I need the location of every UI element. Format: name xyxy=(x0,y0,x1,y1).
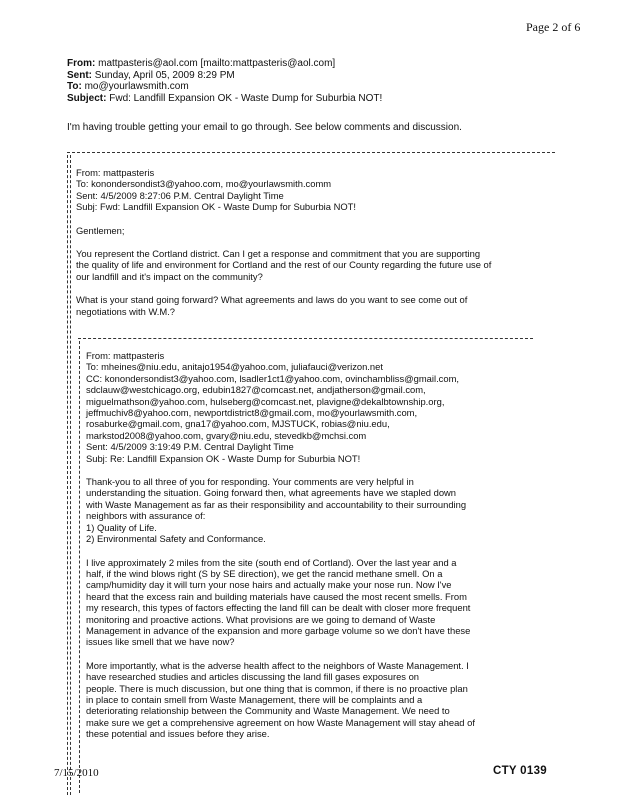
quote-bar-2 xyxy=(79,341,80,793)
msg1-p2-line: negotiations with W.M.? xyxy=(76,305,176,317)
msg2-p3-line: in place to contain smell from Waste Management, there will be complaints and a xyxy=(86,693,423,705)
msg2-p3-line: deteriorating relationship between the Community and Waste Management. We need to xyxy=(86,705,450,717)
msg2-p2-line: heard that the excess rain and building materials have caused the most recent smells. From xyxy=(86,590,467,602)
intro-text: I'm having trouble getting your email to go through. See below comments and discussion. xyxy=(67,122,462,133)
msg2-p2-line: monitoring and proactive actions. What provisions are we going to demand of Waste xyxy=(86,613,436,625)
msg2-p1-line: with Waste Management as far as their responsibility and accountability to their surrounding xyxy=(86,498,467,510)
msg2-p3-line: have researched studies and articles discussing the land fill gases exposures on xyxy=(86,671,420,683)
msg2-p3-line: make sure we get a comprehensive agreement on how Waste Management will stay ahead of xyxy=(86,716,475,728)
header-subject-row xyxy=(67,93,382,105)
msg2-paragraph-3 xyxy=(86,660,475,740)
msg1-header-line: To: konondersondist3@yahoo.com, mo@yourlawsmith.comm xyxy=(76,178,332,190)
sent-label: Sent: xyxy=(67,69,92,81)
list-item: 2) Environmental Safety and Conformance. xyxy=(86,533,266,545)
msg2-p2-line: camp/humidity day it will turn your nose hairs and actually make your nose run. Now I've xyxy=(86,579,452,591)
msg1-p1-line: the quality of life and environment for Cortland and the rest of our County regarding the future use of xyxy=(76,259,492,271)
sent-value: Sunday, April 05, 2009 8:29 PM xyxy=(94,69,235,81)
msg2-paragraph-1 xyxy=(86,476,475,522)
msg1-p1-line: our landfill and it's impact on the community? xyxy=(76,270,263,282)
bates-number: CTY 0139 xyxy=(493,765,547,777)
msg2-header-line: From: mattpasteris xyxy=(86,350,165,361)
email-header xyxy=(67,58,382,104)
msg2-p2-line: I live approximately 2 miles from the site (south end of Cortland). Over the last year and a xyxy=(86,556,457,568)
from-label: From: xyxy=(67,58,96,69)
forwarded-message-2 xyxy=(86,350,475,751)
msg2-p1-line: understanding the situation. Going forward then, what agreements have we stapled down xyxy=(86,487,457,499)
msg2-header-line: jeffmuchiv8@yahoo.com, newportdistrict8@gmail.com, mo@yourlawsmith.com, xyxy=(86,407,418,419)
quote-divider-2 xyxy=(78,338,533,339)
msg2-header-line: rosaburke@gmail.com, gna17@yahoo.com, MJSTUCK, robias@niu.edu, xyxy=(86,418,390,430)
msg1-header-line: Subj: Fwd: Landfill Expansion OK - Waste Dump for Suburbia NOT! xyxy=(76,201,356,213)
msg1-header-line: Sent: 4/5/2009 8:27:06 P.M. Central Daylight Time xyxy=(76,189,284,201)
msg2-p1-line: neighbors with assurance of: xyxy=(86,510,206,522)
msg2-header-line: markstod2008@yahoo.com, gvary@niu.edu, stevedkb@mchsi.com xyxy=(86,429,367,441)
msg2-header-line: To: mheines@niu.edu, anitajo1954@yahoo.com, juliafauci@verizon.net xyxy=(86,361,383,373)
list-item: 1) Quality of Life. xyxy=(86,521,157,533)
header-from-row xyxy=(67,58,382,70)
msg2-assurance-list xyxy=(86,522,475,545)
msg2-p1-line: Thank-you to all three of you for responding. Your comments are very helpful in xyxy=(86,476,414,488)
quote-bar-1b xyxy=(70,155,71,795)
to-value: mo@yourlawsmith.com xyxy=(84,81,189,93)
msg2-p2-line: half, if the wind blows right (S by SE direction), we get the rancid methane smell. On a xyxy=(86,567,443,579)
quote-bar-1 xyxy=(67,155,68,795)
page-number: Page 2 of 6 xyxy=(526,20,581,34)
msg2-p2-line: Management in advance of the expansion and more garbage volume so we don't have these xyxy=(86,624,471,636)
msg1-paragraph-2 xyxy=(76,294,491,317)
to-label: To: xyxy=(67,81,82,93)
msg1-paragraph-1 xyxy=(76,248,491,282)
msg1-header-line: From: mattpasteris xyxy=(76,167,155,178)
msg1-p2-line: What is your stand going forward? What agreements and laws do you want to see come out of xyxy=(76,294,468,306)
from-value: mattpasteris@aol.com [mailto:mattpasteris@aol.com] xyxy=(98,58,336,69)
msg2-p3-line: More importantly, what is the adverse health affect to the neighbors of Waste Management. I xyxy=(86,659,469,671)
msg1-header xyxy=(76,167,491,213)
msg2-header-line: Sent: 4/5/2009 3:19:49 P.M. Central Daylight Time xyxy=(86,441,294,453)
msg2-header-line: sdclauw@westchicago.org, edubin1827@comcast.net, andjatherson@gmail.com, xyxy=(86,384,426,396)
quote-divider-1 xyxy=(67,152,555,153)
msg2-header-line: miguelmathson@yahoo.com, hulseberg@comcast.net, plavigne@dekalbtownship.org, xyxy=(86,395,445,407)
msg2-header xyxy=(86,350,475,464)
msg2-p3-line: these potential and issues before they arise. xyxy=(86,728,270,740)
msg1-p1-line: You represent the Cortland district. Can I get a response and commitment that you are supporting xyxy=(76,248,481,260)
msg1-greeting: Gentlemen; xyxy=(76,224,125,236)
subject-label: Subject: xyxy=(67,92,107,104)
subject-value: Fwd: Landfill Expansion OK - Waste Dump for Suburbia NOT! xyxy=(109,92,383,104)
msg2-header-line: CC: konondersondist3@yahoo.com, lsadler1ct1@yahoo.com, ovinchambliss@gmail.com, xyxy=(86,372,459,384)
forwarded-message-1 xyxy=(76,167,491,328)
msg2-p2-line: issues like smell that we have now? xyxy=(86,636,235,648)
footer-date: 7/15/2010 xyxy=(54,767,99,779)
header-sent-row xyxy=(67,70,382,82)
msg2-p2-line: my research, this types of factors effecting the land fill can be dealt with closer more frequent xyxy=(86,602,471,614)
msg2-header-line: Subj: Re: Landfill Expansion OK - Waste Dump for Suburbia NOT! xyxy=(86,452,361,464)
msg2-p3-line: people. There is much discussion, but one thing that is common, if there is no proactive plan xyxy=(86,682,468,694)
msg2-paragraph-2 xyxy=(86,557,475,648)
header-to-row xyxy=(67,81,382,93)
